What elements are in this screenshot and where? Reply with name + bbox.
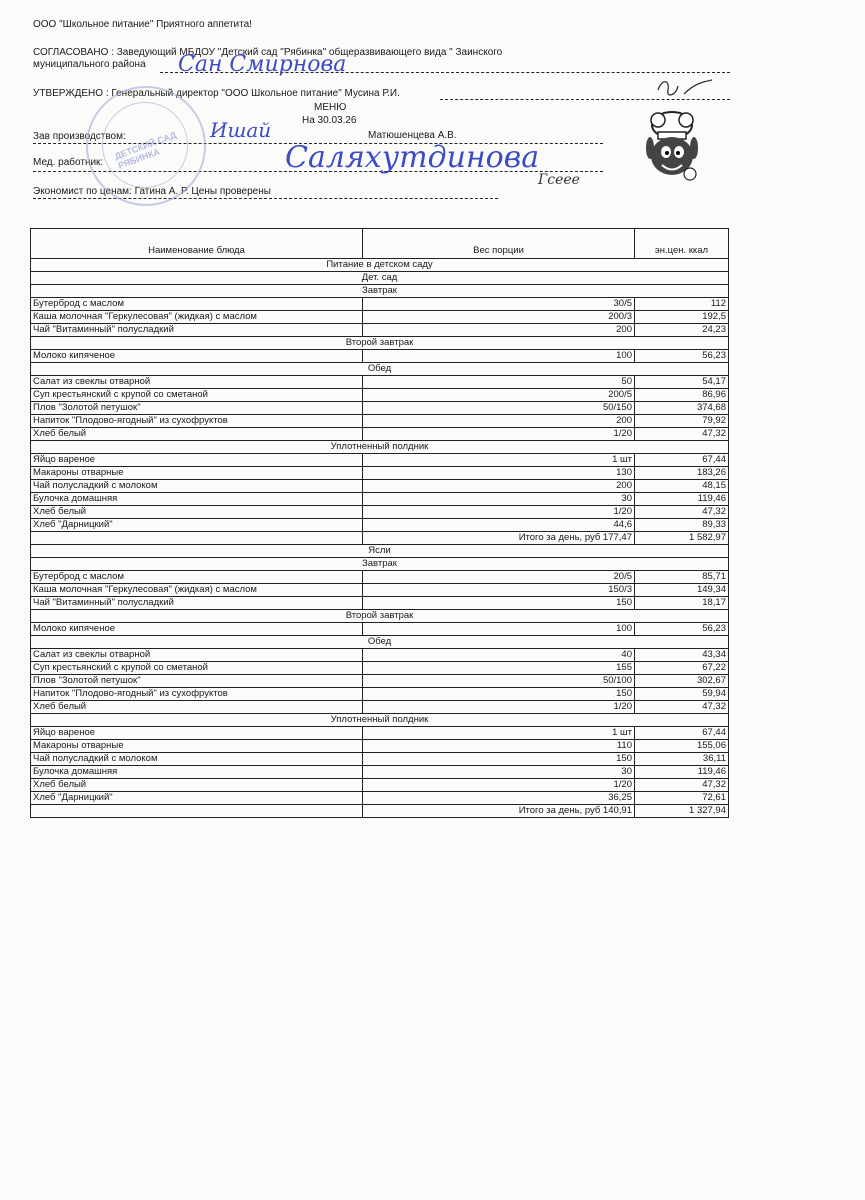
portion-weight: 20/5: [363, 571, 635, 584]
table-row: [31, 298, 729, 311]
dish-name: Хлеб белый: [31, 701, 363, 714]
approved-line: УТВЕРЖДЕНО : Генеральный директор "ООО Школьное питание" Мусина Р.И.: [33, 88, 400, 99]
energy-value: 85,71: [635, 571, 729, 584]
company-line: ООО "Школьное питание" Приятного аппетита!: [33, 19, 252, 30]
menu-date: На 30.03.26: [302, 115, 357, 126]
dish-name: [31, 805, 363, 818]
portion-weight: 200/5: [363, 389, 635, 402]
section-row: [31, 337, 729, 350]
energy-value: 36,11: [635, 753, 729, 766]
dish-name: Бутерброд с маслом: [31, 298, 363, 311]
dish-name: Каша молочная "Геркулесовая" (жидкая) с маслом: [31, 311, 363, 324]
table-row: [31, 311, 729, 324]
portion-weight: 44,6: [363, 519, 635, 532]
section-row: [31, 610, 729, 623]
portion-weight: 50/150: [363, 402, 635, 415]
dish-name: Хлеб белый: [31, 779, 363, 792]
portion-weight: 40: [363, 649, 635, 662]
energy-value: 302,67: [635, 675, 729, 688]
portion-weight: 150: [363, 753, 635, 766]
dish-name: Хлеб белый: [31, 428, 363, 441]
portion-weight: 155: [363, 662, 635, 675]
table-row: [31, 324, 729, 337]
approved-signature-scribble: [650, 76, 720, 102]
energy-value: 1 582,97: [635, 532, 729, 545]
dish-name: Суп крестьянский с крупой со сметаной: [31, 662, 363, 675]
energy-value: 56,23: [635, 350, 729, 363]
table-row: [31, 467, 729, 480]
energy-value: 67,44: [635, 454, 729, 467]
energy-value: 183,26: [635, 467, 729, 480]
table-row: [31, 688, 729, 701]
portion-weight: 1 шт: [363, 727, 635, 740]
energy-value: 48,15: [635, 480, 729, 493]
section-row: [31, 363, 729, 376]
table-row: [31, 571, 729, 584]
table-row: [31, 740, 729, 753]
energy-value: 43,34: [635, 649, 729, 662]
section-title: Обед: [31, 636, 729, 649]
section-row: [31, 259, 729, 272]
section-row: [31, 558, 729, 571]
section-title: Второй завтрак: [31, 337, 729, 350]
agreed-line: СОГЛАСОВАНО : Заведующий МБДОУ "Детский сад "Рябинка" общеразвивающего вида " Заинского: [33, 47, 503, 58]
portion-weight: 30: [363, 493, 635, 506]
energy-value: 47,32: [635, 428, 729, 441]
section-row: [31, 636, 729, 649]
energy-value: 59,94: [635, 688, 729, 701]
menu-table-body: [31, 259, 729, 818]
portion-weight: 50: [363, 376, 635, 389]
energy-value: 18,17: [635, 597, 729, 610]
portion-weight: 150: [363, 597, 635, 610]
energy-value: 119,46: [635, 766, 729, 779]
energy-value: 67,44: [635, 727, 729, 740]
portion-weight: 200: [363, 324, 635, 337]
portion-weight: Итого за день, руб 177,47: [363, 532, 635, 545]
table-row: [31, 506, 729, 519]
energy-value: 56,23: [635, 623, 729, 636]
dish-name: Напиток "Плодово-ягодный" из сухофруктов: [31, 415, 363, 428]
energy-value: 86,96: [635, 389, 729, 402]
portion-weight: 1/20: [363, 779, 635, 792]
dish-name: Молоко кипяченое: [31, 350, 363, 363]
section-title: Второй завтрак: [31, 610, 729, 623]
dish-name: Суп крестьянский с крупой со сметаной: [31, 389, 363, 402]
agreed-line-continued: муниципального района: [33, 59, 146, 70]
table-row: [31, 701, 729, 714]
production-name: Матюшенцева А.В.: [368, 130, 457, 141]
dish-name: Напиток "Плодово-ягодный" из сухофруктов: [31, 688, 363, 701]
energy-value: 72,61: [635, 792, 729, 805]
portion-weight: Итого за день, руб 140,91: [363, 805, 635, 818]
table-row: [31, 792, 729, 805]
dish-name: Хлеб "Дарницкий": [31, 792, 363, 805]
energy-value: 192,5: [635, 311, 729, 324]
table-row: [31, 753, 729, 766]
section-title: Ясли: [31, 545, 729, 558]
dish-name: Плов "Золотой петушок": [31, 675, 363, 688]
column-header-kcal: эн.цен. ккал: [635, 229, 729, 259]
organization-stamp: [86, 86, 206, 206]
portion-weight: 100: [363, 623, 635, 636]
table-row: [31, 376, 729, 389]
portion-weight: 30/5: [363, 298, 635, 311]
portion-weight: 1/20: [363, 701, 635, 714]
section-title: Завтрак: [31, 558, 729, 571]
column-header-dish: Наименование блюда: [31, 229, 363, 259]
portion-weight: 36,25: [363, 792, 635, 805]
table-row: [31, 532, 729, 545]
dish-name: Каша молочная "Геркулесовая" (жидкая) с маслом: [31, 584, 363, 597]
table-row: [31, 727, 729, 740]
table-row: [31, 662, 729, 675]
table-row: [31, 350, 729, 363]
section-row: [31, 285, 729, 298]
energy-value: 374,68: [635, 402, 729, 415]
dish-name: Булочка домашняя: [31, 493, 363, 506]
energy-value: 54,17: [635, 376, 729, 389]
portion-weight: 100: [363, 350, 635, 363]
table-row: [31, 389, 729, 402]
table-row: [31, 675, 729, 688]
table-row: [31, 454, 729, 467]
section-row: [31, 714, 729, 727]
portion-weight: 150/3: [363, 584, 635, 597]
table-row: [31, 766, 729, 779]
energy-value: 24,23: [635, 324, 729, 337]
table-row: [31, 649, 729, 662]
energy-value: 1 327,94: [635, 805, 729, 818]
medic-label: Мед. работник:: [33, 157, 104, 168]
portion-weight: 50/100: [363, 675, 635, 688]
portion-weight: 1 шт: [363, 454, 635, 467]
energy-value: 119,46: [635, 493, 729, 506]
dish-name: Макароны отварные: [31, 467, 363, 480]
portion-weight: 110: [363, 740, 635, 753]
energy-value: 112: [635, 298, 729, 311]
dish-name: [31, 532, 363, 545]
portion-weight: 30: [363, 766, 635, 779]
table-row: [31, 480, 729, 493]
portion-weight: 200/3: [363, 311, 635, 324]
table-row: [31, 402, 729, 415]
portion-weight: 1/20: [363, 506, 635, 519]
table-row: [31, 623, 729, 636]
production-signature: Ишай: [210, 118, 272, 142]
portion-weight: 200: [363, 480, 635, 493]
section-title: Обед: [31, 363, 729, 376]
portion-weight: 150: [363, 688, 635, 701]
dish-name: Хлеб "Дарницкий": [31, 519, 363, 532]
dish-name: Салат из свеклы отварной: [31, 376, 363, 389]
dish-name: Молоко кипяченое: [31, 623, 363, 636]
section-row: [31, 545, 729, 558]
table-row: [31, 779, 729, 792]
dish-name: Яйцо вареное: [31, 454, 363, 467]
table-row: [31, 415, 729, 428]
energy-value: 47,32: [635, 506, 729, 519]
dish-name: Чай полусладкий с молоком: [31, 753, 363, 766]
medic-signature: Саляхутдинова: [285, 140, 540, 175]
dish-name: Чай "Витаминный" полусладкий: [31, 324, 363, 337]
energy-value: 89,33: [635, 519, 729, 532]
section-title: Питание в детском саду: [31, 259, 729, 272]
economist-signature-line: [33, 198, 498, 199]
dish-name: Макароны отварные: [31, 740, 363, 753]
section-title: Завтрак: [31, 285, 729, 298]
energy-value: 79,92: [635, 415, 729, 428]
dish-name: Чай "Витаминный" полусладкий: [31, 597, 363, 610]
energy-value: 67,22: [635, 662, 729, 675]
production-label: Зав производством:: [33, 131, 126, 142]
economist-line: Экономист по ценам: Гатина А. Р. Цены проверены: [33, 186, 271, 197]
dish-name: Бутерброд с маслом: [31, 571, 363, 584]
dish-name: Яйцо вареное: [31, 727, 363, 740]
table-row: [31, 584, 729, 597]
dish-name: Хлеб белый: [31, 506, 363, 519]
table-header-row: [31, 229, 729, 259]
table-row: [31, 805, 729, 818]
energy-value: 149,34: [635, 584, 729, 597]
economist-signature: Гсeee: [538, 172, 580, 188]
portion-weight: 200: [363, 415, 635, 428]
section-title: Дет. сад: [31, 272, 729, 285]
column-header-weight: Вес порции: [363, 229, 635, 259]
table-row: [31, 493, 729, 506]
stamp-text: ДЕТСКИЙ САД РЯБИНКА: [113, 129, 178, 171]
section-title: Уплотненный полдник: [31, 714, 729, 727]
dish-name: Салат из свеклы отварной: [31, 649, 363, 662]
menu-table: [30, 228, 729, 818]
section-title: Уплотненный полдник: [31, 441, 729, 454]
table-row: [31, 428, 729, 441]
dish-name: Булочка домашняя: [31, 766, 363, 779]
dish-name: Чай полусладкий с молоком: [31, 480, 363, 493]
table-row: [31, 597, 729, 610]
chef-logo-icon: [632, 108, 712, 188]
section-row: [31, 441, 729, 454]
energy-value: 155,06: [635, 740, 729, 753]
table-row: [31, 519, 729, 532]
agreed-signature: Сан Смирнова: [178, 52, 347, 77]
section-row: [31, 272, 729, 285]
portion-weight: 1/20: [363, 428, 635, 441]
energy-value: 47,32: [635, 701, 729, 714]
menu-title: МЕНЮ: [314, 102, 347, 113]
portion-weight: 130: [363, 467, 635, 480]
dish-name: Плов "Золотой петушок": [31, 402, 363, 415]
energy-value: 47,32: [635, 779, 729, 792]
